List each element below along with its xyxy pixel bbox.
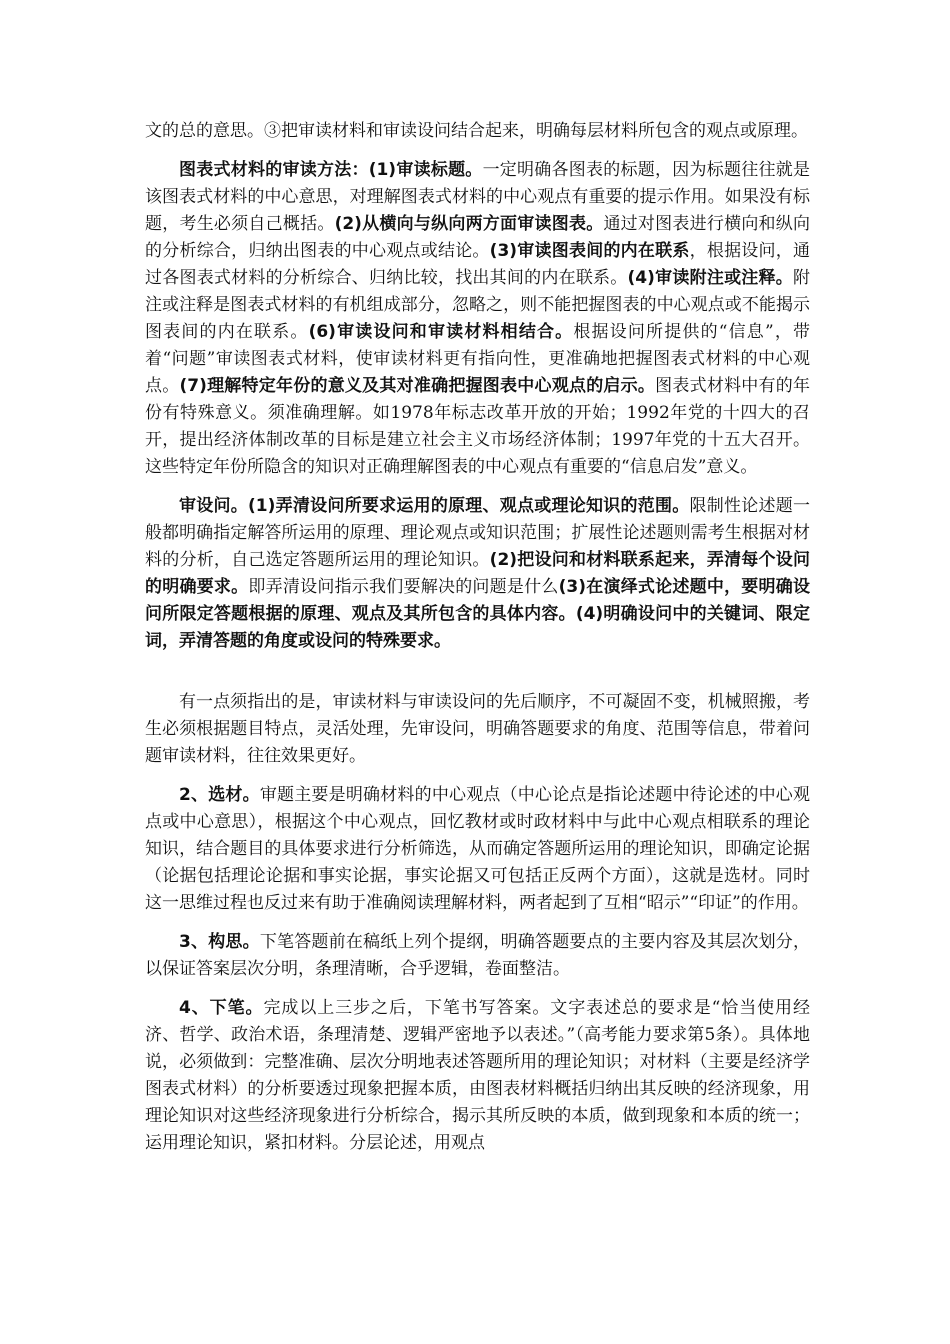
paragraph-outline: 3、构思。下笔答题前在稿纸上列个提纲，明确答题要点的主要内容及其层次划分，以保证答案层次分明，条理清晰，合乎逻辑，卷面整洁。 [145, 932, 810, 979]
paragraph-material-selection: 2、选材。审题主要是明确材料的中心观点（中心论点是指论述题中待论述的中心观点或中心意思），根据这个中心观点，回忆教材或时政材料中与此中心观点相联系的理论知识，结合题目的具体要求进行分析筛选，从而确定答题所运用的理论知识，即确定论据（论据包括理论论据和事实论据，事实论据又可包括正反两个方面），这就是选材。同时这一思维过程也反过来有助于准确阅读理解材料，两者起到了互相“昭示”“印证”的作用。 [145, 785, 810, 913]
paragraph-question-review: 审设问。(1)弄清设问所要求运用的原理、观点或理论知识的范围。限制性论述题一般都明确指定解答所运用的原理、理论观点或知识范围；扩展性论述题则需考生根据对材料的分析，自己选定答题所运用的理论知识。(2)把设问和材料联系起来，弄清每个设问的明确要求。即弄清设问指示我们要解决的问题是什么(3)在演绎式论述题中，要明确设问所限定答题根据的原理、观点及其所包含的具体内容。(4)明确设问中的关键词、限定词，弄清答题的角度或设问的特殊要求。 [145, 496, 811, 651]
paragraph-writing: 4、下笔。完成以上三步之后，下笔书写答案。文字表述总的要求是“恰当使用经济、哲学、政治术语，条理清楚、逻辑严密地予以表述。”（高考能力要求第5条）。具体地说，必须做到：完整准确、层次分明地表述答题所用的理论知识；对材料（主要是经济学图表式材料）的分析要透过现象把握本质，由图表材料概括归纳出其反映的经济现象，用理论知识对这些经济现象进行分析综合，揭示其所反映的本质，做到现象和本质的统一；运用理论知识，紧扣材料。分层论述，用观点 [145, 998, 810, 1153]
paragraph-chart-reading: 图表式材料的审读方法：(1)审读标题。一定明确各图表的标题，因为标题往往就是该图表式材料的中心意思，对理解图表式材料的中心观点有重要的提示作用。如果没有标题，考生必须自己概括。(2)从横向与纵向两方面审读图表。通过对图表进行横向和纵向的分析综合，归纳出图表的中心观点或结论。(3)审读图表间的内在联系，根据设问，通过各图表式材料的分析综合、归纳比较，找出其间的内在联系。(4)审读附注或注释。附注或注释是图表式材料的有机组成部分，忽略之，则不能把握图表的中心观点或不能揭示图表间的内在联系。(6)审读设问和审读材料相结合。根据设问所提供的“信息”，带着“问题”审读图表式材料，使审读材料更有指向性，更准确地把握图表式材料的中心观点。(7)理解特定年份的意义及其对准确把握图表中心观点的启示。图表式材料中有的年份有特殊意义。须准确理解。如1978年标志改革开放的开始；1992年党的十四大的召开，提出经济体制改革的目标是建立社会主义市场经济体制；1997年党的十五大召开。这些特定年份所隐含的知识对正确理解图表的中心观点有重要的“信息启发”意义。 [145, 160, 811, 477]
paragraph-continuation: 文的总的意思。③把审读材料和审读设问结合起来，明确每层材料所包含的观点或原理。 [145, 121, 808, 141]
paragraph-note: 有一点须指出的是，审读材料与审读设问的先后顺序，不可凝固不变，机械照搬，考生必须根据题目特点，灵活处理，先审设问，明确答题要求的角度、范围等信息，带着问题审读材料，往往效果更好。 [145, 692, 810, 766]
document-page [145, 118, 810, 1169]
